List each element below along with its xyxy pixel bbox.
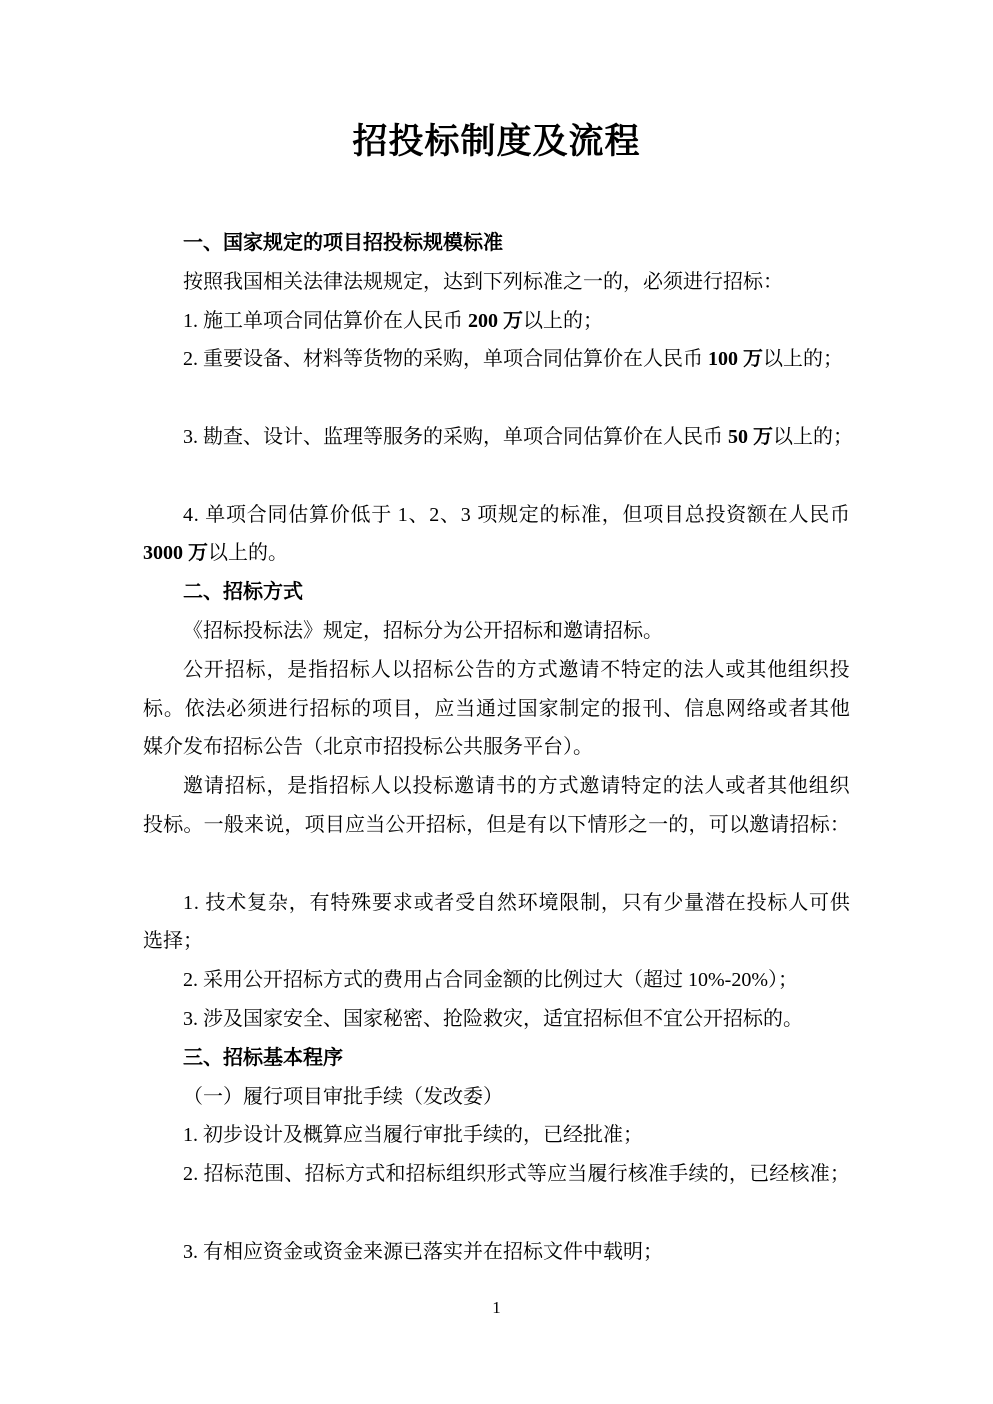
- text-line: [143, 806, 850, 845]
- text-line: [143, 651, 850, 690]
- char: 开: [405, 813, 426, 836]
- char: 、: [663, 697, 684, 720]
- char: 标: [349, 775, 370, 798]
- char: 是: [287, 775, 308, 798]
- char: 应: [434, 697, 455, 720]
- text-line: [143, 1000, 850, 1039]
- char: 技: [205, 891, 226, 914]
- char: 以: [391, 775, 412, 798]
- char: 的: [668, 813, 689, 836]
- text-segment: 3000 万: [143, 542, 208, 565]
- char: 的: [708, 1163, 729, 1186]
- char: 方: [516, 658, 537, 681]
- char: 邀: [558, 658, 579, 681]
- char: 网: [725, 697, 746, 720]
- char: [200, 496, 205, 535]
- char: 人: [370, 775, 391, 798]
- char: 其: [746, 658, 767, 681]
- char: 项: [371, 697, 392, 720]
- char: 方: [537, 775, 558, 798]
- char: 应: [547, 1163, 568, 1186]
- char: 已: [749, 1163, 770, 1186]
- text-segment: 二、招标方式: [183, 581, 303, 604]
- char: 标: [330, 697, 351, 720]
- char: 请: [579, 658, 600, 681]
- text-line: [143, 418, 853, 457]
- char: 以: [728, 813, 749, 836]
- char: 须: [247, 697, 268, 720]
- char: 行: [288, 697, 309, 720]
- char: 在: [725, 891, 746, 914]
- page-number: 1: [492, 1298, 501, 1317]
- char: 3: [460, 503, 471, 526]
- char: 标: [223, 1163, 244, 1186]
- char: 方: [345, 1163, 366, 1186]
- text-line: [143, 1233, 850, 1272]
- char: 法: [683, 658, 704, 681]
- char: 。: [163, 697, 184, 720]
- text-segment: 1. 初步设计及概算应当履行审批手续的，已经批准；: [183, 1124, 643, 1147]
- char: 投: [829, 658, 850, 681]
- char: 标: [446, 813, 467, 836]
- char: ：: [829, 813, 850, 836]
- text-segment: 三、招标基本程序: [183, 1046, 343, 1069]
- char: ，: [413, 697, 434, 720]
- char: 或: [725, 658, 746, 681]
- char: 组: [787, 658, 808, 681]
- char: 邀: [749, 813, 770, 836]
- char: 一: [203, 813, 224, 836]
- char: 式: [506, 1163, 527, 1186]
- char: ，: [466, 813, 487, 836]
- char: ，: [266, 658, 287, 681]
- char: 其: [809, 697, 829, 720]
- char: 式: [365, 1163, 386, 1186]
- char: 形: [486, 1163, 507, 1186]
- char: 定: [518, 503, 539, 526]
- char: 标: [245, 658, 266, 681]
- char: 1: [183, 891, 193, 914]
- char: 招: [425, 813, 446, 836]
- char: 标: [767, 891, 788, 914]
- char: 依: [184, 697, 205, 720]
- char: 有: [642, 891, 663, 914]
- text-segment: 2. 采用公开招标方式的费用占合同金额的比例过大（超过 10%-20%）；: [183, 969, 798, 992]
- char: 受: [455, 891, 476, 914]
- char: 的: [351, 697, 372, 720]
- char: 手: [668, 1163, 689, 1186]
- char: 书: [495, 775, 516, 798]
- char: 特: [621, 658, 642, 681]
- char: 制: [559, 697, 580, 720]
- char: 指: [308, 658, 329, 681]
- text-line: [143, 922, 850, 961]
- char: 然: [496, 891, 517, 914]
- document-title: 招投标制度及流程: [352, 122, 641, 161]
- char: ，: [601, 503, 622, 526]
- char: [200, 884, 205, 923]
- char: 项: [304, 813, 325, 836]
- char: 国: [517, 697, 538, 720]
- text-segment: 选择；: [143, 930, 203, 953]
- char: 或: [725, 775, 746, 798]
- text-segment: 3. 涉及国家安全、国家秘密、抢险救灾，适宜招标但不宜公开招标的。: [183, 1007, 803, 1030]
- char: 或: [767, 697, 788, 720]
- char: 2: [183, 1163, 193, 1186]
- text-segment: （一）履行项目审批手续（发改委）: [183, 1085, 503, 1108]
- text-line: [143, 1039, 850, 1078]
- char: 人: [788, 503, 809, 526]
- char: 民: [809, 503, 830, 526]
- text-segment: 50 万: [728, 425, 773, 448]
- char: 特: [621, 775, 642, 798]
- char: 杂: [267, 891, 288, 914]
- char: 或: [413, 891, 434, 914]
- char: 单: [205, 503, 226, 526]
- char: 投: [143, 813, 163, 836]
- char: ；: [829, 1163, 850, 1186]
- text-line: [143, 728, 850, 767]
- char: 形: [607, 813, 628, 836]
- char: 标: [425, 1163, 446, 1186]
- char: 特: [330, 891, 351, 914]
- blank-line: [143, 457, 850, 496]
- char: 准: [581, 503, 601, 526]
- char: 他: [787, 775, 808, 798]
- char: 标: [349, 658, 370, 681]
- char: 公: [454, 658, 475, 681]
- char: 范: [244, 1163, 265, 1186]
- char: ，: [728, 1163, 749, 1186]
- char: 可: [809, 891, 829, 914]
- char: 刊: [642, 697, 663, 720]
- char: 通: [476, 697, 496, 720]
- text-segment: 按照我国相关法律法规规定，达到下列标准之一的，必须进行招标：: [183, 270, 783, 293]
- char: 定: [580, 697, 601, 720]
- char: 标: [809, 813, 830, 836]
- char: .: [193, 503, 199, 526]
- char: 法: [205, 697, 226, 720]
- char: 的: [600, 697, 621, 720]
- char: 定: [641, 658, 662, 681]
- text-segment: 以上的；: [763, 348, 843, 371]
- char: 织: [829, 775, 850, 798]
- text-segment: 1. 施工单项合同估算价在人民币: [183, 309, 468, 332]
- char: 项: [477, 503, 498, 526]
- char: 标: [245, 775, 266, 798]
- text-line: [143, 340, 850, 379]
- char: 之: [627, 813, 648, 836]
- text-segment: 以上的。: [208, 542, 288, 565]
- char: 制: [580, 891, 601, 914]
- char: 请: [600, 775, 621, 798]
- char: 他: [767, 658, 788, 681]
- char: 核: [627, 1163, 648, 1186]
- char: 行: [607, 1163, 628, 1186]
- char: 供: [829, 891, 850, 914]
- text-segment: 200 万: [468, 309, 523, 332]
- char: 招: [224, 658, 245, 681]
- char: 进: [267, 697, 288, 720]
- char: 他: [829, 697, 850, 720]
- char: 当: [365, 813, 386, 836]
- char: ，: [600, 891, 621, 914]
- char: 合: [246, 503, 267, 526]
- char: 但: [622, 503, 643, 526]
- text-segment: 3. 勘查、设计、监理等服务的采购，单项合同估算价在人民币: [183, 425, 728, 448]
- text-line: [143, 534, 850, 573]
- char: 招: [329, 658, 350, 681]
- char: 标: [324, 1163, 345, 1186]
- text-line: [143, 1116, 850, 1155]
- char: 招: [412, 658, 433, 681]
- text-segment: 3. 有相应资金或资金来源已落实并在招标文件中载明；: [183, 1240, 663, 1263]
- char: 招: [224, 775, 245, 798]
- char: 境: [538, 891, 559, 914]
- char: 规: [498, 503, 518, 526]
- char: 法: [683, 775, 704, 798]
- char: 币: [830, 503, 850, 526]
- char: 术: [226, 891, 247, 914]
- char: 家: [538, 697, 559, 720]
- char: 目: [324, 813, 345, 836]
- char: 说: [264, 813, 285, 836]
- char: 请: [769, 813, 790, 836]
- text-line: [143, 263, 850, 302]
- char: 情: [587, 813, 608, 836]
- char: 续: [688, 1163, 709, 1186]
- char: 复: [247, 891, 268, 914]
- char: 者: [434, 891, 455, 914]
- char: 以: [391, 658, 412, 681]
- char: 招: [789, 813, 810, 836]
- char: 络: [746, 697, 767, 720]
- char: 织: [466, 1163, 487, 1186]
- char: 求: [392, 891, 413, 914]
- char: 人: [704, 658, 725, 681]
- char: 标: [433, 775, 454, 798]
- char: 等: [526, 1163, 547, 1186]
- text-line: [143, 573, 850, 612]
- char: 者: [746, 775, 767, 798]
- char: 招: [405, 1163, 426, 1186]
- char: 的: [516, 775, 537, 798]
- char: 是: [287, 658, 308, 681]
- char: 信: [684, 697, 705, 720]
- char: 邀: [183, 775, 203, 798]
- char: 标: [143, 697, 163, 720]
- char: 告: [475, 658, 496, 681]
- char: 准: [809, 1163, 830, 1186]
- char: 投: [746, 891, 767, 914]
- char: 量: [684, 891, 705, 914]
- char: 息: [704, 697, 725, 720]
- text-line: [143, 767, 850, 806]
- char: [472, 496, 477, 535]
- char: 有: [526, 813, 547, 836]
- char: ，: [288, 891, 309, 914]
- text-segment: 以上的；: [523, 309, 603, 332]
- char: 应: [345, 813, 366, 836]
- char: 的: [539, 503, 560, 526]
- char: 、: [284, 1163, 305, 1186]
- char: 组: [446, 1163, 467, 1186]
- document-body: [143, 224, 853, 1272]
- blank-line: [143, 379, 850, 418]
- char: 履: [587, 1163, 608, 1186]
- char: 在: [767, 503, 788, 526]
- char: 和: [385, 1163, 406, 1186]
- char: 来: [244, 813, 265, 836]
- blank-line: [143, 845, 850, 884]
- char: 招: [203, 1163, 224, 1186]
- char: 不: [600, 658, 621, 681]
- char: 只: [621, 891, 642, 914]
- char: 人: [788, 891, 809, 914]
- char: 限: [559, 891, 580, 914]
- char: 邀: [454, 775, 475, 798]
- char: 核: [789, 1163, 810, 1186]
- char: 过: [496, 697, 517, 720]
- char: 自: [476, 891, 496, 914]
- char: 有: [309, 891, 330, 914]
- text-segment: 100 万: [708, 348, 763, 371]
- char: ，: [266, 775, 287, 798]
- text-segment: 《招标投标法》规定，招标分为公开招标和邀请招标。: [183, 619, 663, 642]
- text-segment: 一、国家规定的项目招投标规模标准: [183, 232, 503, 254]
- char: ，: [688, 813, 709, 836]
- char: 者: [788, 697, 809, 720]
- char: 式: [558, 775, 579, 798]
- char: 。: [183, 813, 204, 836]
- text-line: [143, 224, 850, 263]
- char: 的: [495, 658, 516, 681]
- text-segment: 以上的；: [773, 425, 853, 448]
- char: 但: [486, 813, 507, 836]
- char: 价: [329, 503, 350, 526]
- char: 招: [329, 775, 350, 798]
- char: 公: [183, 658, 203, 681]
- char: 算: [309, 503, 329, 526]
- char: ，: [284, 813, 305, 836]
- char: 准: [648, 1163, 669, 1186]
- text-line: [143, 690, 850, 729]
- char: 目: [664, 503, 684, 526]
- char: 、: [408, 503, 429, 526]
- char: 请: [203, 775, 224, 798]
- text-line: [143, 884, 850, 923]
- char: 经: [769, 1163, 790, 1186]
- char: 般: [223, 813, 244, 836]
- char: 当: [455, 697, 476, 720]
- char: 少: [663, 891, 684, 914]
- text-line: [143, 1078, 850, 1117]
- char: 招: [309, 697, 330, 720]
- char: 的: [662, 658, 683, 681]
- char: .: [193, 1163, 199, 1186]
- char: 项: [226, 503, 246, 526]
- char: 低: [350, 503, 371, 526]
- char: 标: [560, 503, 581, 526]
- char: 其: [767, 775, 788, 798]
- char: 环: [517, 891, 538, 914]
- blank-line: [143, 1194, 850, 1233]
- char: 一: [648, 813, 669, 836]
- char: 以: [547, 813, 568, 836]
- char: 织: [808, 658, 829, 681]
- char: 是: [506, 813, 527, 836]
- char: 潜: [704, 891, 725, 914]
- char: 4: [183, 503, 193, 526]
- char: 投: [412, 775, 433, 798]
- text-line: [143, 961, 850, 1000]
- char: 报: [621, 697, 642, 720]
- char: 式: [537, 658, 558, 681]
- char: 招: [304, 1163, 325, 1186]
- char: 组: [808, 775, 829, 798]
- char: 开: [203, 658, 224, 681]
- char: 请: [475, 775, 496, 798]
- char: 必: [226, 697, 247, 720]
- text-segment: 媒介发布招标公告（北京市招投标公共服务平台）。: [143, 736, 593, 759]
- char: 标: [163, 813, 184, 836]
- char: 殊: [351, 891, 372, 914]
- char: 2: [429, 503, 440, 526]
- char: 公: [385, 813, 406, 836]
- char: 邀: [579, 775, 600, 798]
- char: 项: [643, 503, 664, 526]
- char: 总: [684, 503, 705, 526]
- char: 目: [392, 697, 413, 720]
- text-line: [143, 496, 850, 535]
- char: 人: [370, 658, 391, 681]
- char: 指: [308, 775, 329, 798]
- char: 围: [264, 1163, 285, 1186]
- char: 标: [433, 658, 454, 681]
- text-line: [143, 612, 850, 651]
- char: 定: [641, 775, 662, 798]
- char: 可: [708, 813, 729, 836]
- char: 人: [704, 775, 725, 798]
- char: 的: [662, 775, 683, 798]
- text-line: [143, 302, 850, 341]
- char: 额: [747, 503, 767, 526]
- char: 1: [397, 503, 408, 526]
- char: 、: [440, 503, 460, 526]
- char: [392, 496, 397, 535]
- char: 当: [567, 1163, 588, 1186]
- char: 资: [726, 503, 747, 526]
- char: 下: [567, 813, 588, 836]
- char: 要: [371, 891, 392, 914]
- char: .: [193, 891, 199, 914]
- char: 投: [705, 503, 726, 526]
- char: 同: [267, 503, 288, 526]
- text-segment: 2. 重要设备、材料等货物的采购，单项合同估算价在人民币: [183, 348, 708, 371]
- char: 于: [371, 503, 392, 526]
- char: 估: [288, 503, 309, 526]
- text-line: [143, 1155, 850, 1194]
